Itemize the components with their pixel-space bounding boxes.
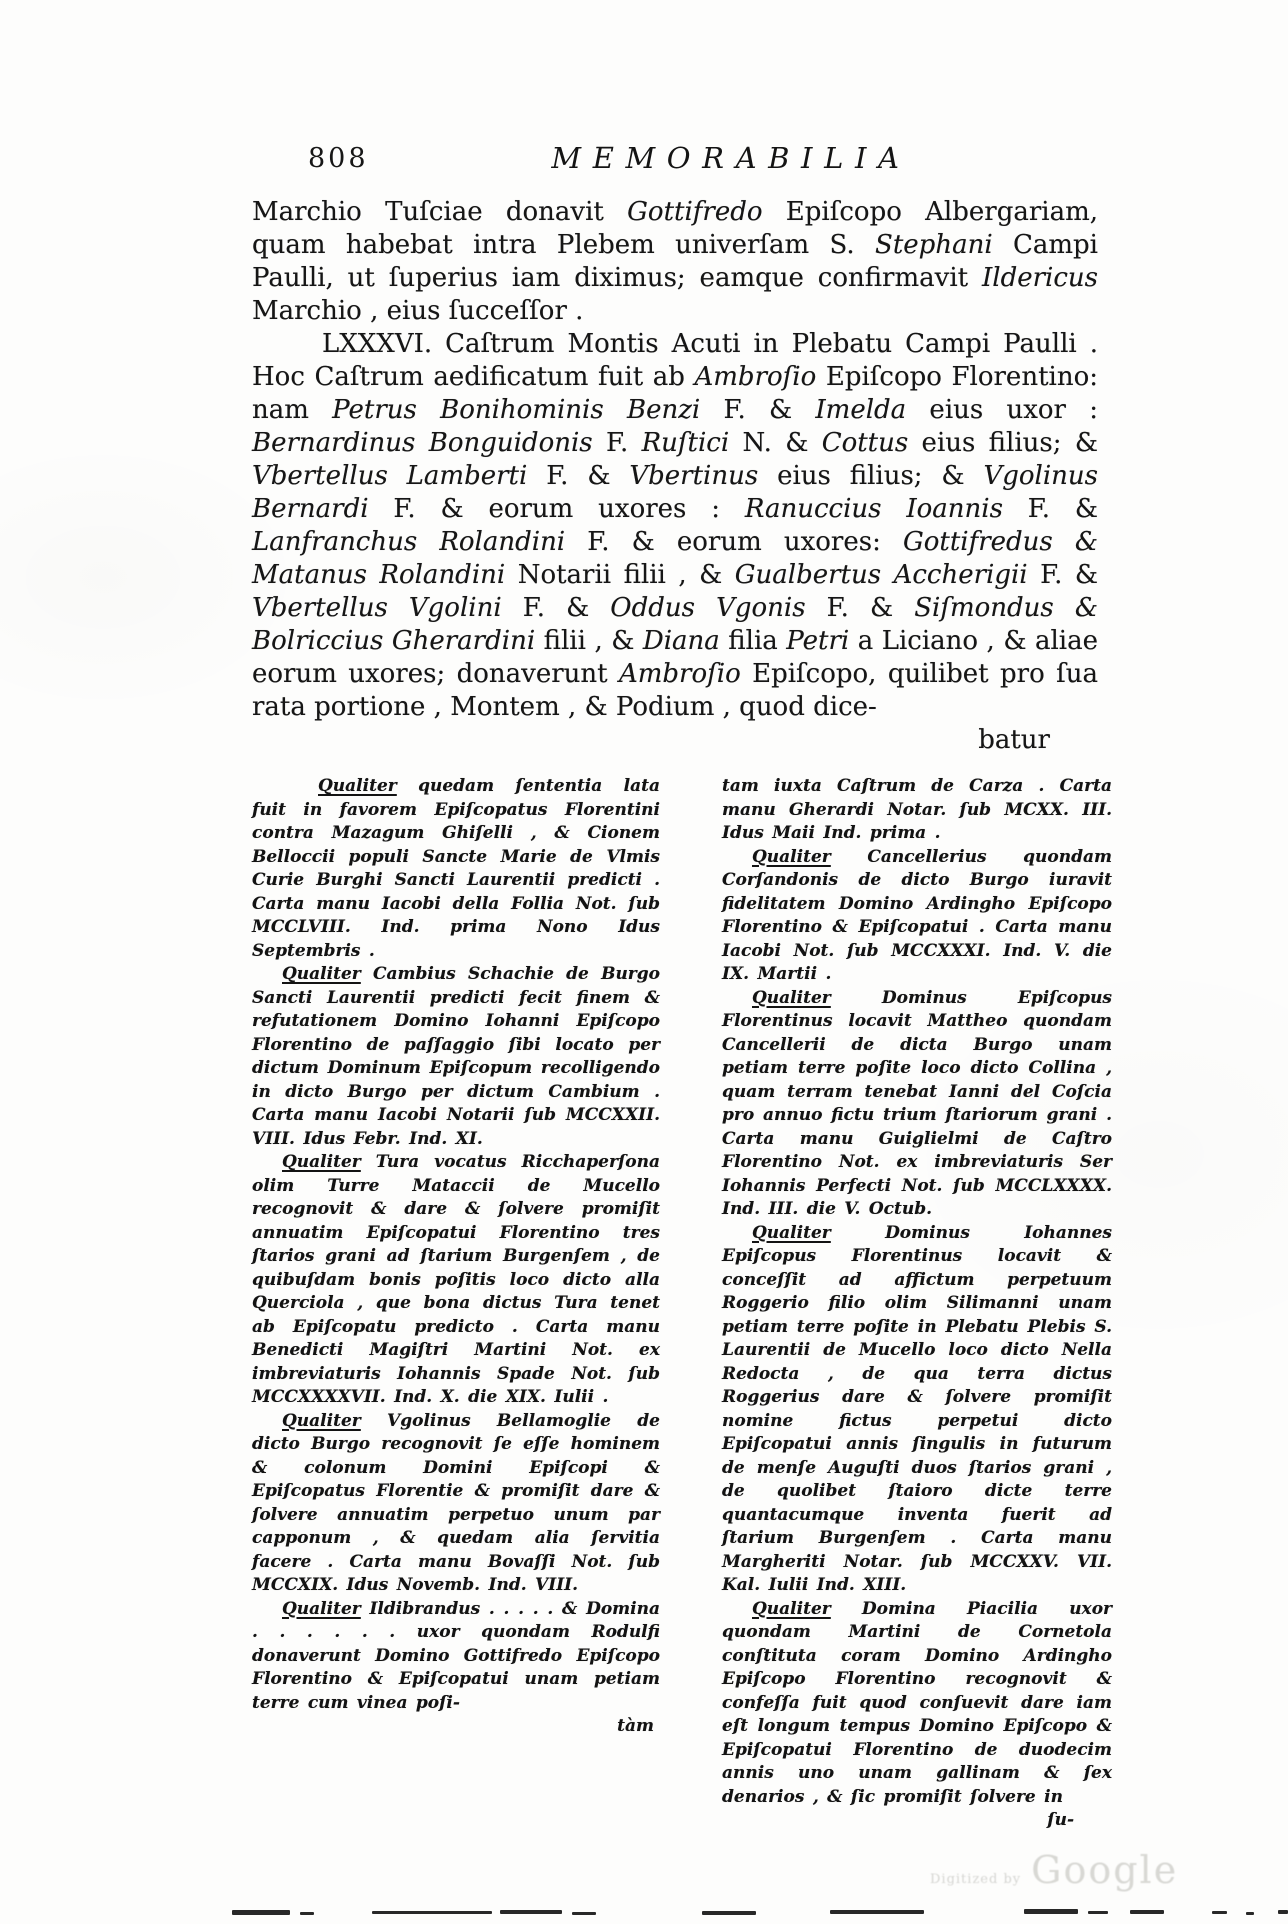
right-column-paragraphs [722, 775, 1112, 1809]
google-logo: Google [1031, 1848, 1179, 1892]
paragraph [252, 328, 1098, 724]
italic-name-text: Diana [642, 626, 720, 656]
italic-name-text: Vgolinus Bernardi [252, 461, 1098, 524]
scan-dash [232, 1910, 290, 1915]
roman-text: a Liciano , & aliae eorum uxores; donaverunt [252, 626, 1099, 689]
italic-name-text: Ranuccius Ioannis [744, 494, 1003, 524]
roman-text: Marchio Tuſciae donavit [252, 197, 628, 227]
left-column [252, 775, 660, 1739]
catchword: batur [978, 725, 1050, 755]
roman-text: eius uxor : [906, 395, 1098, 425]
italic-name-text: Oddus Vgonis [610, 593, 806, 623]
paragraph: Qualiter Dominus Epiſcopus Florentinus locavit Mattheo quondam Cancellerii de dicta Burgo unam petiam terre poſite loco dicto Collina , quam terram tenebat Ianni del Coſcia pro annuo fictu trium ſtariorum grani . Carta manu Guiglielmi de Caſtro Florentino Not. ex imbreviaturis Ser Iohannis Perfecti Not. ſub MCCLXXXX. Ind. III. die V. Octub. [722, 987, 1112, 1219]
roman-text: F. & [527, 461, 630, 491]
roman-text: filia [719, 626, 787, 656]
left-column-paragraphs [252, 775, 660, 1715]
roman-text: F. & eorum uxores: [565, 527, 903, 557]
main-paragraphs [252, 196, 1098, 724]
paragraph: Qualiter Cambius Schachie de Burgo Sancti Laurentii predicti fecit finem & refutationem Domino Iohanni Epiſcopo Florentino de paſſaggio ſibi locato per dictum Dominum Epiſcopum recolligendo in dicto Burgo per dictum Cambium . Carta manu Iacobi Notarii ſub MCCXXII. VIII. Idus Febr. Ind. XI. [252, 964, 660, 1149]
italic-name-text: Ildericus [981, 263, 1098, 293]
italic-name-text: Petrus Bonihominis Benzi [332, 395, 701, 425]
roman-text: filii , & [535, 626, 643, 656]
roman-text: eius filius; & [758, 461, 984, 491]
roman-text: Epiſcopo, quilibet pro ſua rata portione , Montem , & Podium , quod dice- [252, 659, 1098, 722]
roman-text: F. & [805, 593, 915, 623]
italic-name-text: Gottifredo [627, 197, 763, 227]
qualiter-keyword: Qualiter [282, 1152, 361, 1172]
roman-text: F. & [1002, 494, 1099, 524]
scan-dash [1130, 1910, 1164, 1914]
italic-name-text: Stephani [875, 230, 993, 260]
roman-text: F. & [501, 593, 611, 623]
roman-text: Epiſcopo Albergariam, quam habebat intra Plebem univerſam S. [252, 197, 1099, 260]
qualiter-keyword: Qualiter [282, 1598, 361, 1619]
italic-name-text: Ruſtici [641, 428, 730, 458]
paragraph: Qualiter Ildibrandus . . . . . & Domina . . . . . . uxor quondam Rodulfi donaverunt Domino Gottifredo Epiſcopo Florentino & Epiſcopatui unam petiam terre cum vinea poſi- [252, 1598, 660, 1713]
scan-dash [702, 1911, 756, 1915]
scan-dash [1088, 1911, 1108, 1914]
roman-text: Marchio , eius ſucceſſor . [252, 296, 584, 326]
italic-name-text: Siſmondus & Bolriccius Gherardini [252, 593, 1098, 656]
roman-text: F. & [700, 395, 816, 425]
page-number: 808 [308, 143, 369, 174]
italic-name-text: Cottus [821, 428, 909, 458]
qualiter-keyword: Qualiter [752, 846, 831, 867]
roman-text: LXXXVI. Caſtrum Montis Acuti in Plebatu Campi Paulli . Hoc Caſtrum aedificatum fuit ab [252, 329, 1098, 392]
italic-name-text: Petri [786, 626, 850, 656]
scan-dash [372, 1911, 492, 1914]
scan-dash [500, 1910, 562, 1914]
roman-text: F. & eorum uxores : [368, 494, 745, 524]
italic-name-text: Ambroſio [694, 362, 817, 392]
qualiter-keyword: Qualiter [318, 776, 397, 796]
catchword: ſu- [1047, 1810, 1074, 1830]
scan-dash [1278, 1910, 1288, 1914]
qualiter-keyword: Qualiter [752, 987, 831, 1008]
right-column [722, 775, 1112, 1833]
scan-dash [1024, 1909, 1078, 1914]
digitized-by-text: Digitized by [930, 1872, 1022, 1887]
roman-text: eius filius; & [908, 428, 1098, 458]
main-text-block [252, 196, 1098, 757]
italic-name-text: Vbertinus [629, 461, 759, 491]
italic-name-text: Lanfranchus Rolandini [252, 527, 566, 557]
italic-name-text: Gottifredus & Matanus Rolandini [252, 527, 1099, 590]
catchword: tàm [617, 1716, 654, 1736]
paragraph: Qualiter Vgolinus Bellamoglie de dicto Burgo recognovit ſe eſſe hominem & colonum Domini Epiſcopi & Epiſcopatus Florentie & promiſit dare & ſolvere annuatim perpetuo unum par capponum , & quedam alia ſervitia facere . Carta manu Bovaſſi Not. ſub MCCXIX. Idus Novemb. Ind. VIII. [252, 1410, 660, 1595]
paragraph: Qualiter quedam ſententia lata fuit in favorem Epiſcopatus Florentini contra Mazagum Ghiſelli , & Cionem Belloccii populi Sancte Marie de Vlmis Curie Burghi Sancti Laurentii predicti . Carta manu Iacobi della Follia Not. ſub MCCLVIII. Ind. prima Nono Idus Septembris . [252, 776, 660, 961]
roman-text: N. & [729, 428, 822, 458]
paragraph [252, 196, 1098, 328]
italic-name-text: Bernardinus Bonguidonis [252, 428, 593, 458]
scan-dash [830, 1910, 924, 1914]
scan-dash [572, 1912, 596, 1915]
italic-name-text: Ambroſio [618, 659, 741, 689]
google-watermark [930, 1848, 1178, 1892]
running-head-title: MEMORABILIA [551, 141, 911, 175]
qualiter-keyword: Qualiter [752, 1222, 831, 1243]
paragraph: tam iuxta Caſtrum de Carza . Carta manu Gherardi Notar. ſub MCXX. III. Idus Maii Ind. prima . [722, 776, 1112, 843]
scan-dash [1246, 1912, 1254, 1915]
paragraph: Qualiter Tura vocatus Ricchaperſona olim Turre Mataccii de Mucello recognovit & dare & ſolvere promiſit annuatim Epiſcopatui Florentino tres ſtarios grani ad ſtarium Burgenſem , de quibuſdam bonis poſitis loco dicto alla Querciola , que bona dictus Tura tenet ab Epiſcopatu predicto . Carta manu Benedicti Magiſtri Martini Not. ex imbreviaturis Iohannis Spade Not. ſub MCCXXXXVII. Ind. X. die XIX. Iulii . [252, 1152, 660, 1407]
paragraph: Qualiter Cancellerius quondam Corſandonis de dicto Burgo iuravit fidelitatem Domino Ardingho Epiſcopo Florentino & Epiſcopatui . Carta manu Iacobi Not. ſub MCCXXXI. Ind. V. die IX. Martii . [722, 846, 1112, 984]
italic-name-text: Imelda [815, 395, 907, 425]
scan-dash [300, 1912, 314, 1915]
italic-name-text: Gualbertus Accherigii [734, 560, 1028, 590]
scan-dash [1212, 1911, 1227, 1914]
paragraph: Qualiter Domina Piacilia uxor quondam Martini de Cornetola conſtituta coram Domino Ardingho Epiſcopo Florentino recognovit & confeſſa fuit quod conſuevit dare iam eſt longum tempus Domino Epiſcopo & Epiſcopatui Florentino de duodecim annis uno unam gallinam & ſex denarios , & ſic promiſit ſolvere in [722, 1598, 1112, 1807]
italic-name-text: Vbertellus Vgolini [252, 593, 502, 623]
qualiter-keyword: Qualiter [752, 1598, 831, 1619]
roman-text: Notarii filii , & [505, 560, 735, 590]
qualiter-keyword: Qualiter [282, 1410, 361, 1431]
roman-text: Epiſcopo Florentino: nam [252, 362, 1098, 425]
italic-name-text: Vbertellus Lamberti [252, 461, 528, 491]
roman-text: Campi Paulli, ut ſuperius iam diximus; eamque confirmavit [252, 230, 1098, 293]
roman-text: F. [592, 428, 642, 458]
roman-text: F. & [1027, 560, 1098, 590]
qualiter-keyword: Qualiter [282, 964, 361, 984]
paragraph: Qualiter Dominus Iohannes Epiſcopus Florentinus locavit & conceſſit ad affictum perpetuum Roggerio filio olim Silimanni unam petiam terre poſite in Plebatu Plebis S. Laurentii de Mucello loco dicto Nella Redocta , de qua terra dictus Roggerius dare & ſolvere promiſit nomine fictus perpetui dicto Epiſcopatui annis ſingulis in futurum de menſe Auguſti duos ſtarios grani , de quolibet ſtaioro dicte terre quantacumque inventa fuerit ad ſtarium Burgenſem . Carta manu Margheriti Notar. ſub MCCXXV. VII. Kal. Iulii Ind. XIII. [722, 1222, 1112, 1595]
